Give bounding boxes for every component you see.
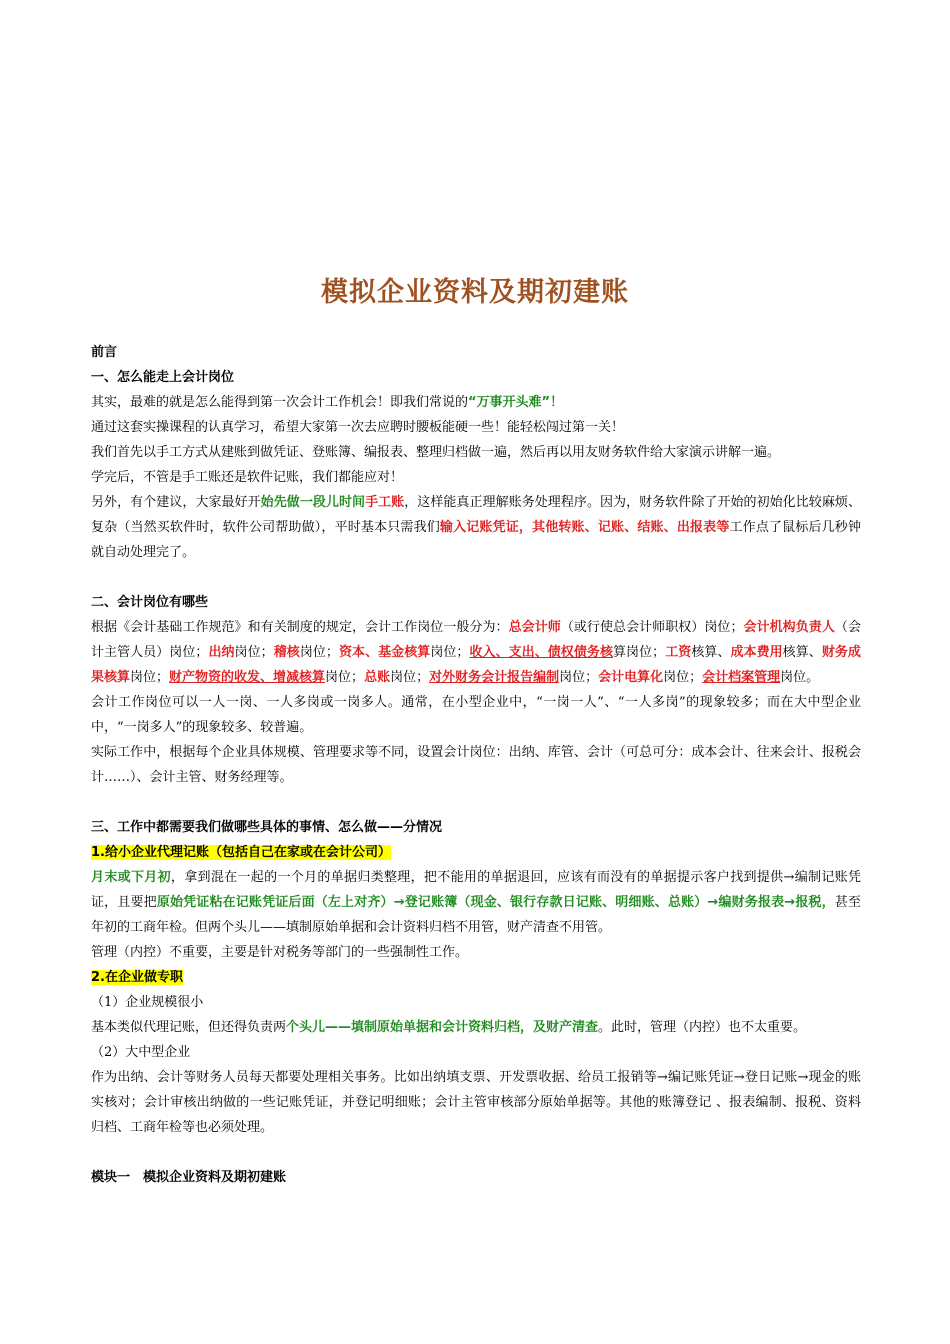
subsection-1-paragraph-1: 月末或下月初，拿到混在一起的一个月的单据归类整理，把不能用的单据退回，应该有而没有的单据提示客户找到提供→编制记账凭证，且要把原始凭证粘在记账凭证后面（左上对齐）→登记账簿（现金、银行存款日记账、明细账、总账）→编财务报表→报税，甚至年初的工商年检。但两个头儿——填制原始单据和会计资料归档不用管，财产清查不用管。 [91, 870, 861, 935]
section-1-heading: 一、怎么能走上会计岗位 [91, 370, 235, 385]
spacer [91, 565, 861, 590]
module-heading: 模块一 模拟企业资料及期初建账 [91, 1170, 287, 1185]
spacer [91, 1140, 861, 1165]
subsection-2-paragraph-2: 作为出纳、会计等财务人员每天都要处理相关事务。比如出纳填支票、开发票收据、给员工报销等→编记账凭证→登日记账→现金的账实核对；会计审核出纳做的一些记账凭证，并登记明细账；会计主管审核部分原始单据等。其他的账簿登记 、报表编制、报税、资料归档、工商年检等也必须处理。 [91, 1070, 861, 1135]
subsection-1-paragraph-2: 管理（内控）不重要，主要是针对税务等部门的一些强制性工作。 [91, 945, 469, 960]
section-2-heading: 二、会计岗位有哪些 [91, 595, 209, 610]
spacer [91, 790, 861, 815]
section-3-heading: 三、工作中都需要我们做哪些具体的事情、怎么做——分情况 [91, 820, 443, 835]
subsection-1-heading: 1.给小企业代理记账（包括自己在家或在会计公司） [91, 845, 391, 860]
section-1-paragraph-2: 通过这套实操课程的认真学习，希望大家第一次去应聘时腰板能硬一些！能轻松闯过第一关！ [91, 420, 625, 435]
section-1-paragraph-1: 其实，最难的就是怎么能得到第一次会计工作机会！即我们常说的“万事开头难”！ [91, 395, 564, 410]
section-1-paragraph-3: 我们首先以手工方式从建账到做凭证、登账簿、编报表、整理归档做一遍，然后再以用友财务软件给大家演示讲解一遍。 [91, 445, 781, 460]
section-2-paragraph-1: 根据《会计基础工作规范》和有关制度的规定，会计工作岗位一般分为：总会计师（或行使总会计师职权）岗位；会计机构负责人（会计主管人员）岗位；出纳岗位；稽核岗位；资本、基金核算岗位；收入、支出、债权债务核算岗位；工资核算、成本费用核算、财务成果核算岗位；财产物资的收发、增减核算岗位；总账岗位；对外财务会计报告编制岗位；会计电算化岗位；会计档案管理岗位。 [91, 620, 861, 685]
subsection-2-heading: 2.在企业做专职 [91, 970, 183, 985]
section-1-paragraph-5: 另外，有个建议，大家最好开始先做一段儿时间手工账，这样能真正理解账务处理程序。因为，财务软件除了开始的初始化比较麻烦、复杂（当然买软件时，软件公司帮助做），平时基本只需我们输入记账凭证，其他转账、记账、结账、出报表等工作点了鼠标后几秒钟就自动处理完了。 [91, 495, 861, 560]
document-title: 模拟企业资料及期初建账 [321, 277, 629, 308]
section-2-paragraph-2: 会计工作岗位可以一人一岗、一人多岗或一岗多人。通常，在小型企业中，“一岗一人”、“一人多岗”的现象较多；而在大中型企业中，“一岗多人”的现象较多、较普遍。 [91, 695, 861, 735]
subsection-2-paragraph-1: 基本类似代理记账，但还得负责两个头儿——填制原始单据和会计资料归档，及财产清查。此时，管理（内控）也不太重要。 [91, 1020, 807, 1035]
subsection-2-item-1: （1）企业规模很小 [91, 995, 204, 1010]
section-1-paragraph-4: 学完后，不管是手工账还是软件记账，我们都能应对！ [91, 470, 404, 485]
section-2-paragraph-3: 实际工作中，根据每个企业具体规模、管理要求等不同，设置会计岗位：出纳、库管、会计（可总可分：成本会计、往来会计、报税会计……）、会计主管、财务经理等。 [91, 745, 861, 785]
preface-heading: 前言 [91, 345, 118, 360]
subsection-2-item-2: （2）大中型企业 [91, 1045, 191, 1060]
document-body [91, 340, 861, 1190]
